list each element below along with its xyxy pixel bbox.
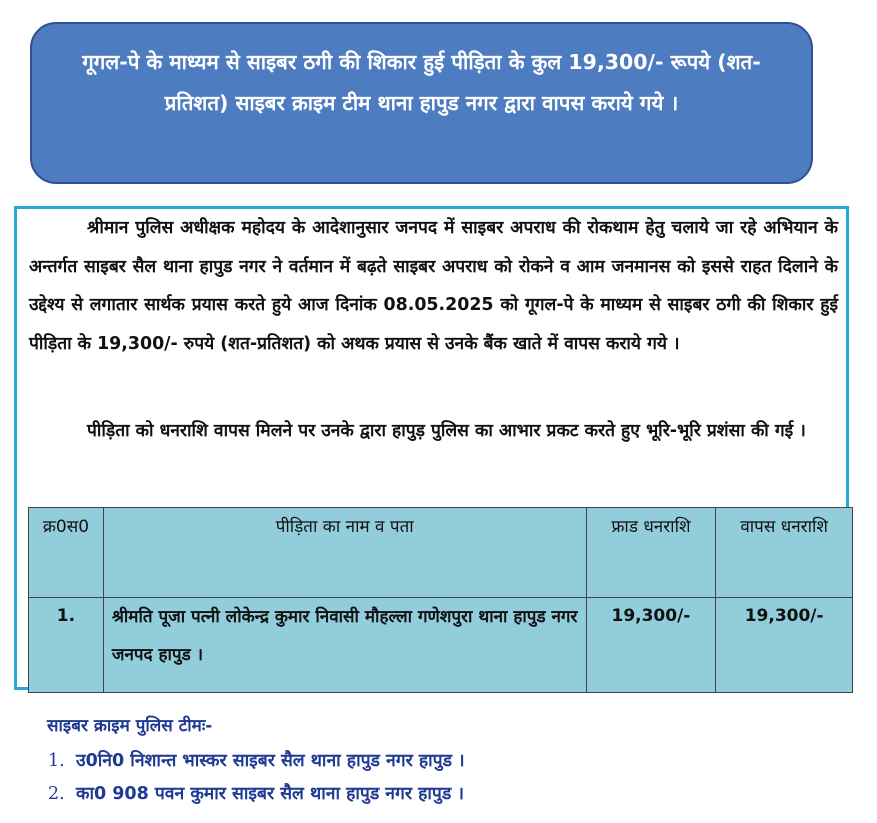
victim-table (28, 507, 853, 693)
paragraph-2 (29, 412, 838, 451)
list-item-number: 2. (48, 784, 65, 804)
header-fraud-amount: फ्राड धनराशि (586, 508, 716, 598)
list-item-text: उ0नि0 निशान्त भास्कर साइबर सैल थाना हापुड नगर हापुड । (76, 751, 465, 771)
cell-serial: 1. (29, 598, 104, 693)
cell-returned-amount: 19,300/- (716, 598, 853, 693)
headline-box (30, 22, 813, 184)
header-name-address: पीड़िता का नाम व पता (103, 508, 586, 598)
table-header-row (29, 508, 853, 598)
cell-fraud-amount: 19,300/- (586, 598, 716, 693)
headline-text: गूगल-पे के माध्यम से साइबर ठगी की शिकार हुई पीड़िता के कुल 19,300/- रूपये (शत-प्रतिशत) साइबर क्राइम टीम थाना हापुड नगर द्वारा वापस कराये गये । (82, 50, 761, 115)
header-serial: क्र0स0 (29, 508, 104, 598)
list-item (48, 745, 465, 778)
team-list (48, 745, 465, 811)
paragraph-1 (29, 209, 838, 363)
list-item-text: का0 908 पवन कुमार साइबर सैल थाना हापुड नगर हापुड । (76, 784, 464, 804)
cell-name-address: श्रीमति पूजा पत्नी लोकेन्द्र कुमार निवासी मौहल्ला गणेशपुरा थाना हापुड नगर जनपद हापुड । (103, 598, 586, 693)
table-row (29, 598, 853, 693)
header-returned-amount: वापस धनराशि (716, 508, 853, 598)
team-heading: साइबर क्राइम पुलिस टीमः- (47, 716, 213, 736)
list-item (48, 778, 465, 811)
paragraph-1-text: श्रीमान पुलिस अधीक्षक महोदय के आदेशानुसार जनपद में साइबर अपराध की रोकथाम हेतु चलाये जा रहे अभियान के अन्तर्गत साइबर सैल थाना हापुड नगर ने वर्तमान में बढ़ते साइबर अपराध को रोकने व आम जनमानस को इससे राहत दिलाने के उद्देश्य से लगातार सार्थक प्रयास करते हुये आज दिनांक 08.05.2025 को गूगल-पे के माध्यम से साइबर ठगी की शिकार हुई पीड़िता के 19,300/- रुपये (शत-प्रतिशत) को अथक प्रयास से उनके बैंक खाते में वापस कराये गये । (29, 218, 838, 354)
paragraph-2-text: पीड़िता को धनराशि वापस मिलने पर उनके द्वारा हापुड़ पुलिस का आभार प्रकट करते हुए भूरि-भूरि प्रशंसा की गई । (87, 421, 806, 441)
list-item-number: 1. (48, 751, 65, 771)
